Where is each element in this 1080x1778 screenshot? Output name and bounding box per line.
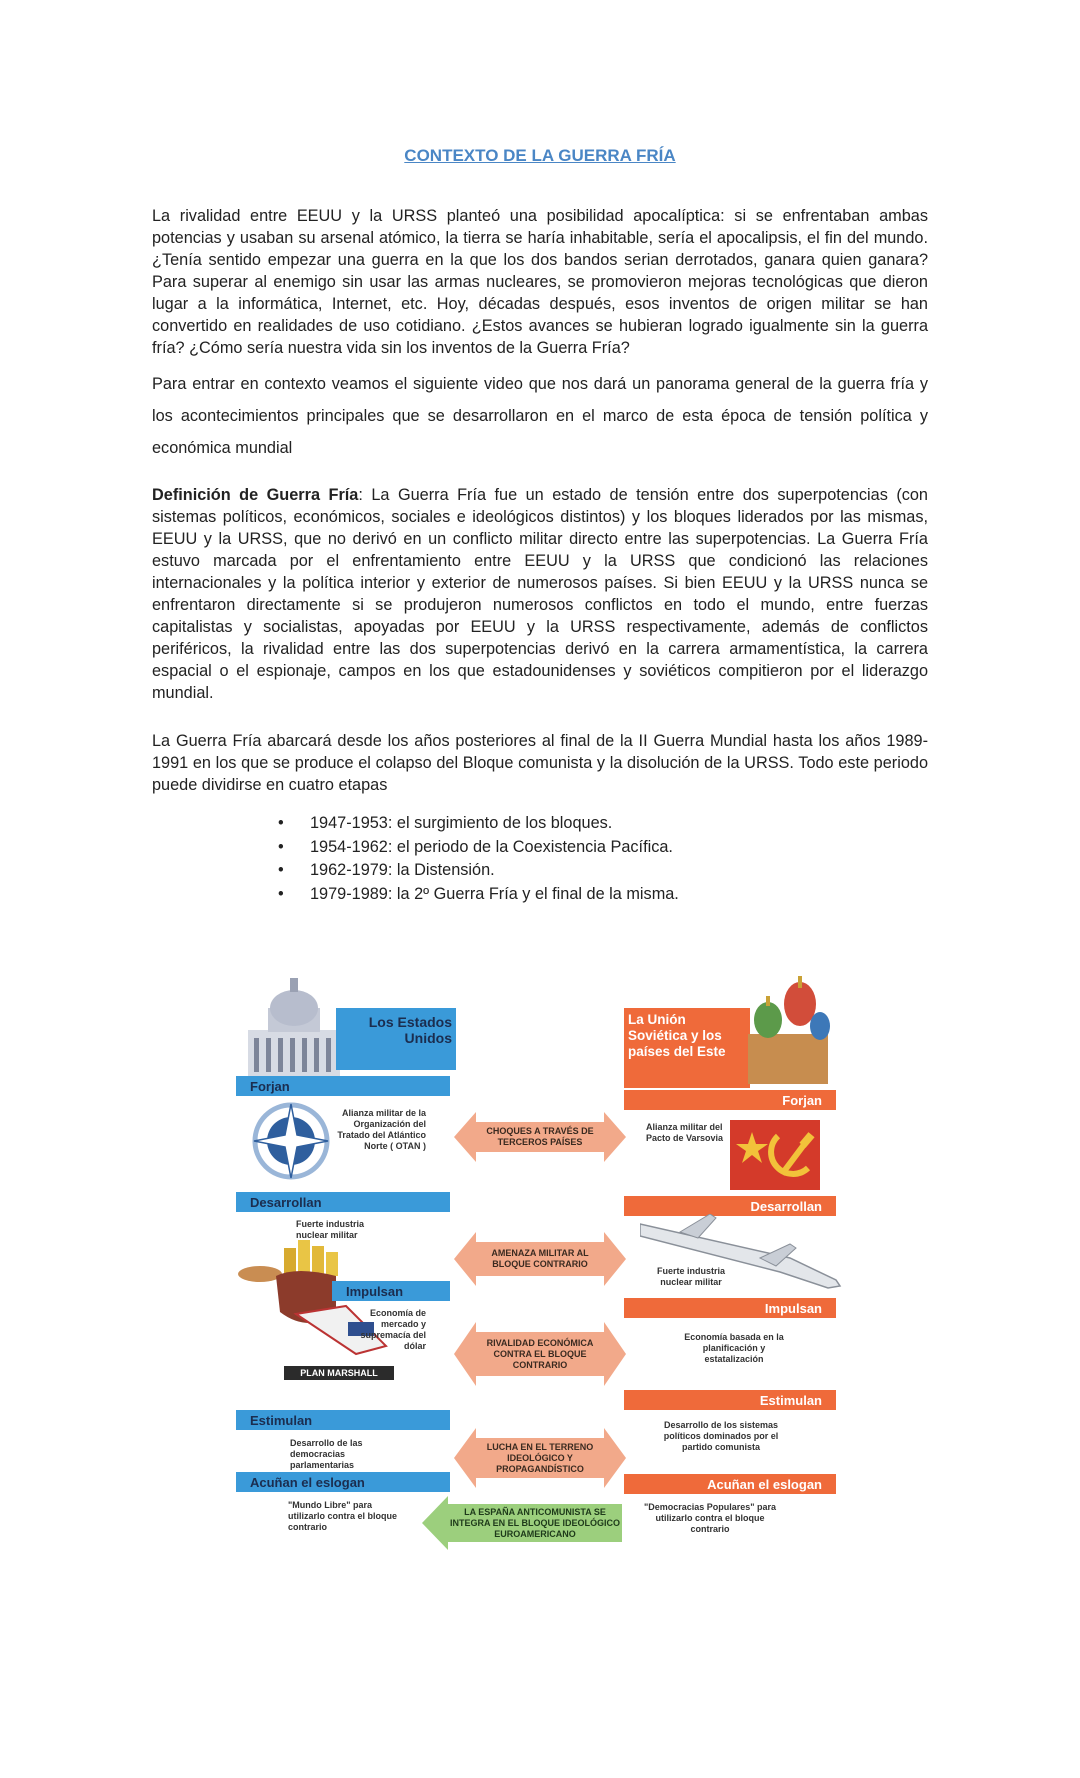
- center-text-3: RIVALIDAD ECONÓMICA CONTRA EL BLOQUE CONTRARIO: [486, 1337, 594, 1370]
- ussr-impulsan-text: Economía basada en la planificación y estatalización: [684, 1332, 784, 1364]
- list-item: • 1947-1953: el surgimiento de los bloques.: [278, 812, 679, 836]
- usa-estimulan-bar: [236, 1410, 450, 1430]
- usa-impulsan-bar: [332, 1281, 450, 1301]
- ussr-desarrollan-bar: [624, 1196, 836, 1216]
- cold-war-infographic: [236, 968, 850, 1552]
- center-text-1: CHOQUES A TRAVÉS DE TERCEROS PAÍSES: [486, 1126, 594, 1147]
- intro-paragraph: La rivalidad entre EEUU y la URSS planteó una posibilidad apocalíptica: si se enfrentaban ambas potencias y usaban su arsenal atómico, la tierra se haría inhabitable, sería el apocalipsis, el fin del mundo. ¿Tenía sentido empezar una guerra en la que los dos bandos serian derrotados, ganara quien ganara? Para superar al enemigo sin usar las armas nucleares, se promovieron mejoras tecnológicas que dieron lugar a la informática, Internet, etc. Hoy, décadas después, esos inventos de origen militar se han convertido en realidades de uso cotidiano. ¿Estos avances se hubieran logrado igualmente sin la guerra fría? ¿Cómo sería nuestra vida sin los inventos de la Guerra Fría?: [152, 207, 928, 357]
- usa-impulsan-text: Economía de mercado y supremacía del dólar: [360, 1308, 426, 1351]
- usa-forjan-bar: [236, 1076, 450, 1096]
- ussr-estimulan-bar: [624, 1390, 836, 1410]
- usa-eslogan-bar: [236, 1472, 450, 1492]
- usa-header: Los Estados Unidos: [368, 1014, 452, 1046]
- nato-icon: [250, 1100, 332, 1182]
- capitol-icon: [246, 974, 342, 1078]
- hammer-sickle-icon: [730, 1120, 820, 1190]
- usa-desarrollan-bar: [236, 1192, 450, 1212]
- list-item: • 1962-1979: la Distensión.: [278, 859, 679, 883]
- ussr-forjan-text: Alianza militar del Pacto de Varsovia: [646, 1122, 724, 1143]
- ussr-desarrollan-label: Desarrollan: [750, 1198, 822, 1214]
- ussr-estimulan-text: Desarrollo de los sistemas políticos dominados por el partido comunista: [663, 1420, 779, 1452]
- definition-paragraph: [152, 484, 928, 704]
- list-item: • 1954-1962: el periodo de la Coexistencia Pacífica.: [278, 836, 679, 860]
- ussr-eslogan-label: Acuñan el eslogan: [707, 1476, 822, 1492]
- ussr-eslogan-bar: [624, 1474, 836, 1494]
- ussr-header: La Unión Soviética y los países del Este: [628, 1012, 726, 1059]
- usa-desarrollan-label: Desarrollan: [250, 1194, 322, 1210]
- center-text-4: LUCHA EN EL TERRENO IDEOLÓGICO Y PROPAGANDÍSTICO: [486, 1441, 594, 1474]
- usa-forjan-text: Alianza militar de la Organización del Tratado del Atlántico Norte ( OTAN ): [337, 1108, 426, 1151]
- ussr-estimulan-label: Estimulan: [759, 1392, 822, 1408]
- ussr-forjan-bar: [624, 1090, 836, 1110]
- video-paragraph: Para entrar en contexto veamos el siguiente video que nos dará un panorama general de la guerra fría y los acontecimientos principales que se desarrollaron en el marco de esta época de tensión política y económica mundial: [152, 375, 928, 457]
- center-text-2: AMENAZA MILITAR AL BLOQUE CONTRARIO: [491, 1248, 589, 1269]
- ussr-desarrollan-text: Fuerte industria nuclear militar: [656, 1266, 725, 1287]
- stages-list: [278, 812, 679, 906]
- definition-text: : La Guerra Fría fue un estado de tensión entre dos superpotencias (con sistemas políticos, económicos, sociales e ideológicos distintos) y los bloques liderados por las mismas, EEUU y la URSS, que no derivó en un conflicto militar directo entre las superpotencias. La Guerra Fría estuvo marcada por el enfrentamiento entre EEUU y la URSS que condicionó las relaciones internacionales y la política interior y exterior de numerosos países. Si bien EEUU y la URSS nunca se enfrentaron directamente si se produjeron numerosos conflictos en todo el mundo, entre fuerzas capitalistas y socialistas, apoyadas por EEUU y la URSS respectivamente, además de conflictos periféricos, la rivalidad entre las dos superpotencias derivó en la carrera armamentística, la carrera espacial o el espionaje, campos en los que estadounidenses y soviéticos compitieron por el liderazgo mundial.: [152, 486, 928, 702]
- usa-impulsan-label: Impulsan: [346, 1283, 404, 1299]
- ussr-impulsan-label: Impulsan: [764, 1300, 822, 1316]
- page-title: CONTEXTO DE LA GUERRA FRÍA: [404, 146, 676, 165]
- definition-label: Definición de Guerra Fría: [152, 486, 359, 504]
- usa-forjan-label: Forjan: [250, 1078, 290, 1094]
- list-item: • 1979-1989: la 2º Guerra Fría y el final de la misma.: [278, 883, 679, 907]
- ussr-impulsan-bar: [624, 1298, 836, 1318]
- green-arrow-text: LA ESPAÑA ANTICOMUNISTA SE INTEGRA EN EL BLOQUE IDEOLÓGICO EUROAMERICANO: [450, 1506, 621, 1539]
- kremlin-icon: [738, 974, 838, 1086]
- usa-estimulan-label: Estimulan: [250, 1412, 313, 1428]
- usa-eslogan-label: Acuñan el eslogan: [250, 1474, 365, 1490]
- ussr-forjan-label: Forjan: [782, 1092, 822, 1108]
- period-paragraph: La Guerra Fría abarcará desde los años posteriores al final de la II Guerra Mundial hasta los años 1989-1991 en los que se produce el colapso del Bloque comunista y la disolución de la URSS. Todo este periodo puede dividirse en cuatro etapas: [152, 732, 928, 794]
- usa-estimulan-text: Desarrollo de las democracias parlamentarias: [290, 1438, 363, 1470]
- ussr-eslogan-text: "Democracias Populares" para utilizarlo contra el bloque contrario: [643, 1502, 777, 1534]
- usa-desarrollan-text: Fuerte industria nuclear militar: [296, 1219, 365, 1240]
- plan-marshall-label: PLAN MARSHALL: [284, 1366, 394, 1380]
- usa-eslogan-text: "Mundo Libre" para utilizarlo contra el bloque contrario: [288, 1500, 398, 1532]
